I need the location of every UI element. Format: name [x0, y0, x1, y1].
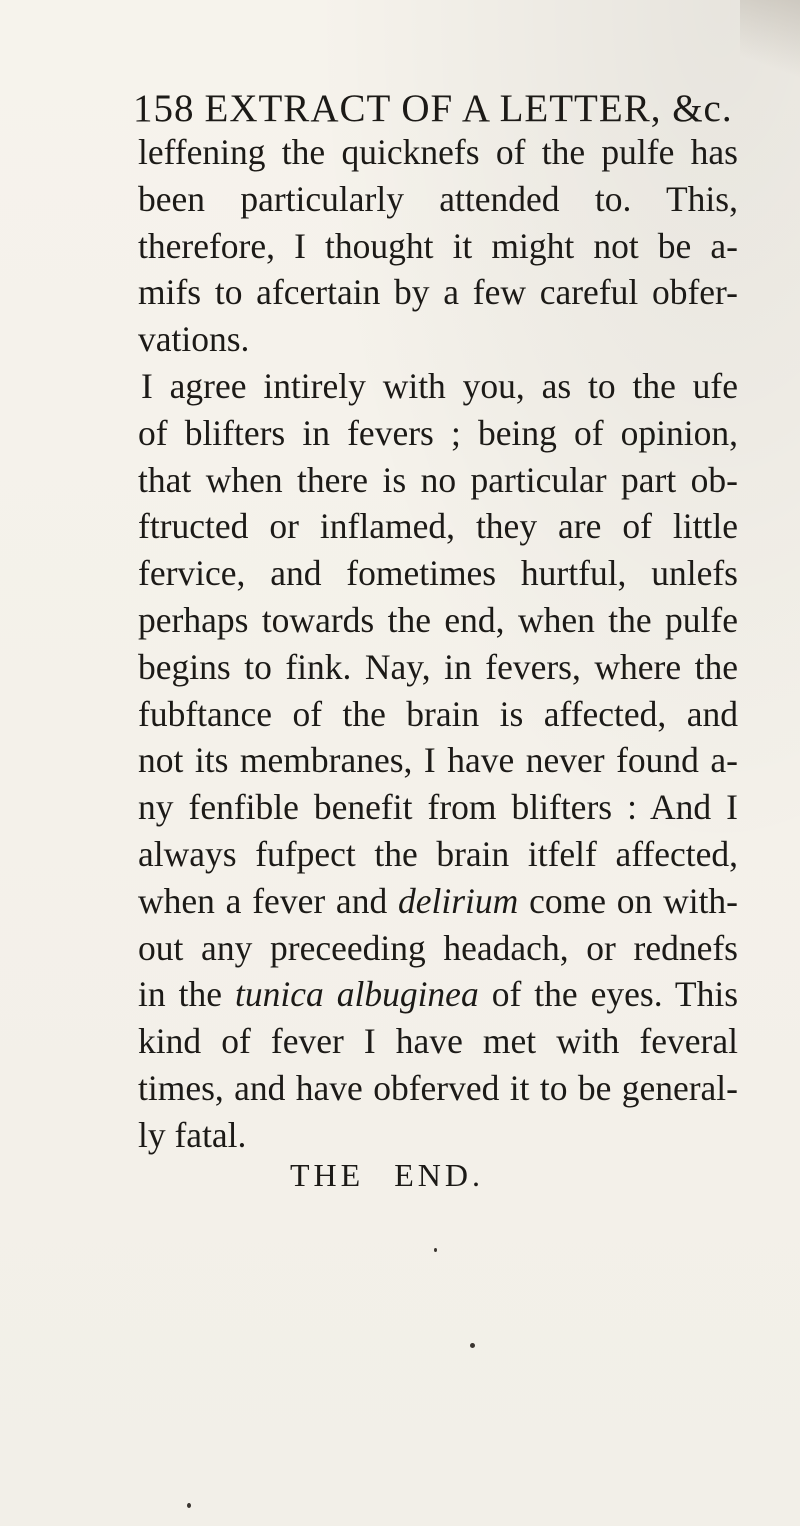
- text-line: leffening the quicknefs of the pulfe has: [138, 132, 738, 172]
- text-fragment: in the: [138, 974, 222, 1015]
- text-line-with-italic: [138, 971, 738, 1018]
- text-line: been particularly attended to. This,: [138, 178, 738, 219]
- ink-speck: [187, 1503, 191, 1508]
- text-line: of blifters in fevers ; being of opinion,: [138, 412, 738, 453]
- text-line: ly fatal.: [138, 1114, 247, 1155]
- page-corner-shadow: [740, 0, 800, 90]
- ink-speck: [434, 1248, 437, 1252]
- text-line: begins to fink. Nay, in fevers, where the: [138, 646, 738, 687]
- text-line: that when there is no particular part ob-: [138, 459, 738, 500]
- text-line: fubftance of the brain is affected, and: [138, 693, 738, 734]
- text-line: therefore, I thought it might not be a-: [138, 225, 738, 266]
- text-line: always fufpect the brain itfelf affected,: [138, 833, 738, 874]
- the-end-closing: THE END.: [290, 1157, 484, 1193]
- running-header: [133, 86, 773, 131]
- text-line: ftructed or inflamed, they are of little: [138, 506, 738, 547]
- italic-term-delirium: delirium: [398, 880, 519, 921]
- text-line: times, and have obferved it to be general-: [138, 1067, 738, 1108]
- text-line: ny fenfible benefit from blifters : And I: [138, 787, 738, 828]
- text-line: fervice, and fometimes hurtful, unlefs: [138, 553, 738, 594]
- body-text: [138, 129, 738, 1159]
- text-line: not its membranes, I have never found a-: [138, 740, 738, 781]
- italic-term-tunica-albuginea: tunica albuginea: [234, 974, 479, 1015]
- text-fragment: when a fever and: [138, 880, 388, 921]
- text-line: perhaps towards the end, when the pulfe: [138, 599, 738, 640]
- text-line: vations.: [138, 319, 250, 360]
- paragraph-start-line: I agree intirely with you, as to the ufe: [141, 365, 738, 406]
- text-line: out any preceeding headach, or rednefs: [138, 927, 738, 968]
- header-title: EXTRACT OF A LETTER, &c.: [204, 87, 733, 130]
- text-line: kind of fever I have met with feveral: [138, 1021, 738, 1062]
- ink-speck: [470, 1343, 475, 1348]
- text-line-with-italic: [138, 878, 738, 925]
- page-number: 158: [133, 87, 195, 130]
- text-fragment: of the eyes. This: [491, 974, 739, 1015]
- text-fragment: come on with-: [529, 880, 739, 921]
- text-line: mifs to afcertain by a few careful obfer-: [138, 272, 738, 313]
